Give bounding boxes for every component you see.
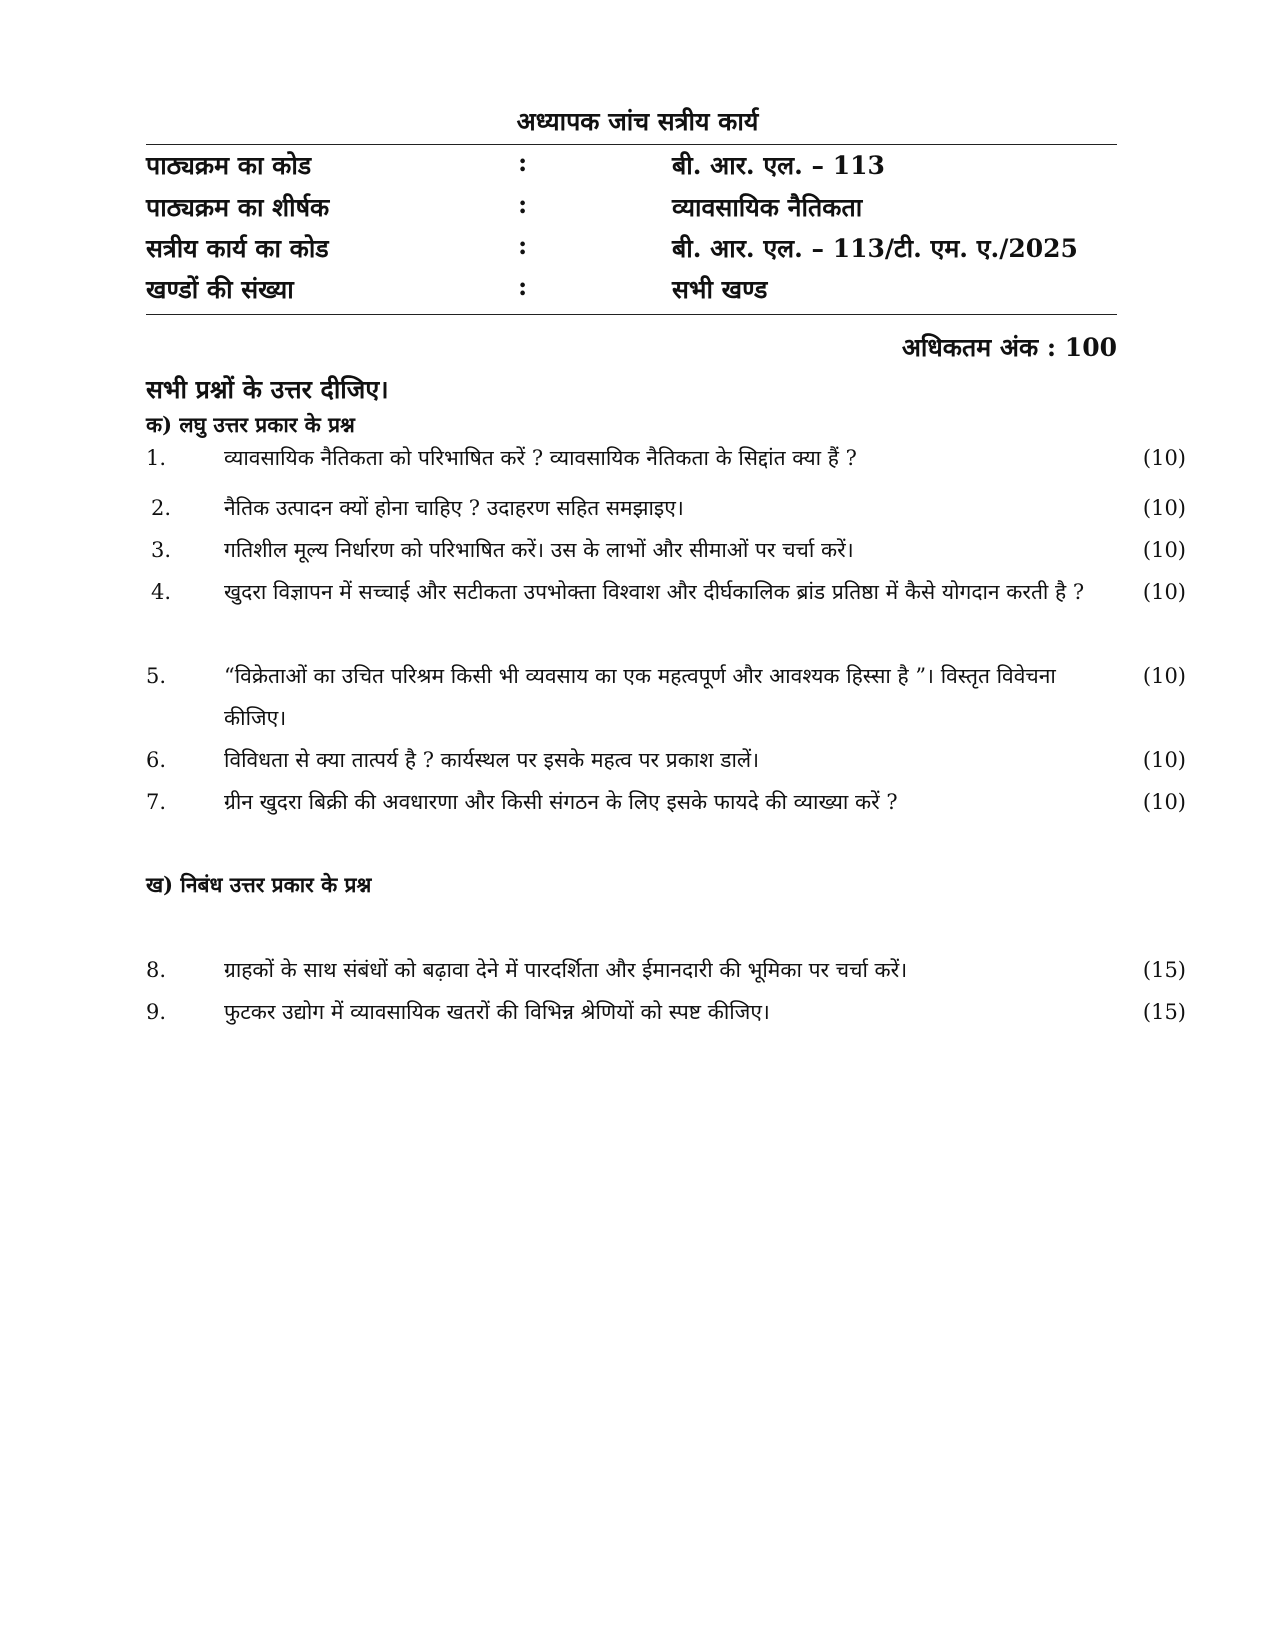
info-colon: : [518, 231, 528, 260]
question-text: विविधता से क्या तात्पर्य है ? कार्यस्थल पर इसके महत्व पर प्रकाश डालें। [224, 748, 760, 772]
question-text: व्यावसायिक नैतिकता को परिभाषित करें ? व्यावसायिक नैतिकता के सिद्दांत क्या हैं ? [224, 446, 857, 470]
question-text: खुदरा विज्ञापन में सच्चाई और सटीकता उपभोक्ता विश्वाश और दीर्घकालिक ब्रांड प्रतिष्ठा में कैसे योगदान करती है ? [224, 580, 1085, 604]
question-number: 5. [146, 664, 167, 688]
info-colon: : [518, 272, 528, 301]
info-row-course-title [146, 190, 1117, 226]
question-number: 8. [146, 958, 167, 982]
info-value: व्यावसायिक नैतिकता [672, 193, 863, 222]
info-colon: : [518, 190, 528, 219]
question-marks: (10) [1142, 790, 1186, 814]
top-divider [146, 144, 1117, 145]
info-label: पाठ्यक्रम का शीर्षक [146, 193, 330, 222]
info-value: बी. आर. एल. – 113/टी. एम. ए./2025 [672, 234, 1078, 263]
question-marks: (10) [1142, 748, 1186, 772]
section-b-heading: ख) निबंध उत्तर प्रकार के प्रश्न [146, 872, 372, 897]
question-text: नैतिक उत्पादन क्यों होना चाहिए ? उदाहरण सहित समझाइए। [224, 496, 684, 520]
info-colon: : [518, 148, 528, 177]
question-marks: (15) [1142, 958, 1186, 982]
question-marks: (15) [1142, 1000, 1186, 1024]
info-row-assignment-code [146, 231, 1117, 267]
instruction: सभी प्रश्नों के उत्तर दीजिए। [146, 375, 389, 404]
question-marks: (10) [1142, 580, 1186, 604]
info-value: बी. आर. एल. – 113 [672, 151, 885, 180]
question-text: ग्रीन खुदरा बिक्री की अवधारणा और किसी संगठन के लिए इसके फायदे की व्याख्या करें ? [224, 790, 898, 814]
max-marks: अधिकतम अंक : 100 [901, 333, 1117, 362]
question-number: 2. [151, 496, 172, 520]
question-number: 1. [146, 446, 167, 470]
info-label: पाठ्यक्रम का कोड [146, 151, 312, 180]
question-text: फुटकर उद्योग में व्यावसायिक खतरों की विभिन्न श्रेणियों को स्पष्ट कीजिए। [224, 1000, 770, 1024]
section-a-heading: क) लघु उत्तर प्रकार के प्रश्न [146, 412, 355, 437]
info-row-blocks [146, 272, 1117, 308]
question-text: ग्राहकों के साथ संबंधों को बढ़ावा देने में पारदर्शिता और ईमानदारी की भूमिका पर चर्चा करें। [224, 958, 908, 982]
question-number: 9. [146, 1000, 167, 1024]
question-marks: (10) [1142, 664, 1186, 688]
info-label: सत्रीय कार्य का कोड [146, 234, 329, 263]
question-text: “विक्रेताओं का उचित परिश्रम किसी भी व्यवसाय का एक महत्वपूर्ण और आवश्यक हिस्सा है ”। विस्तृत विवेचना कीजिए। [224, 664, 1056, 730]
question-number: 7. [146, 790, 167, 814]
info-row-course-code [146, 148, 1117, 184]
info-value: सभी खण्ड [672, 275, 768, 304]
question-marks: (10) [1142, 538, 1186, 562]
bottom-divider [146, 314, 1117, 315]
question-number: 6. [146, 748, 167, 772]
question-text: गतिशील मूल्य निर्धारण को परिभाषित करें। उस के लाभों और सीमाओं पर चर्चा करें। [224, 538, 854, 562]
question-marks: (10) [1142, 496, 1186, 520]
question-marks: (10) [1142, 446, 1186, 470]
question-number: 4. [151, 580, 172, 604]
page-title: अध्यापक जांच सत्रीय कार्य [516, 107, 759, 136]
info-label: खण्डों की संख्या [146, 275, 294, 304]
question-number: 3. [151, 538, 172, 562]
